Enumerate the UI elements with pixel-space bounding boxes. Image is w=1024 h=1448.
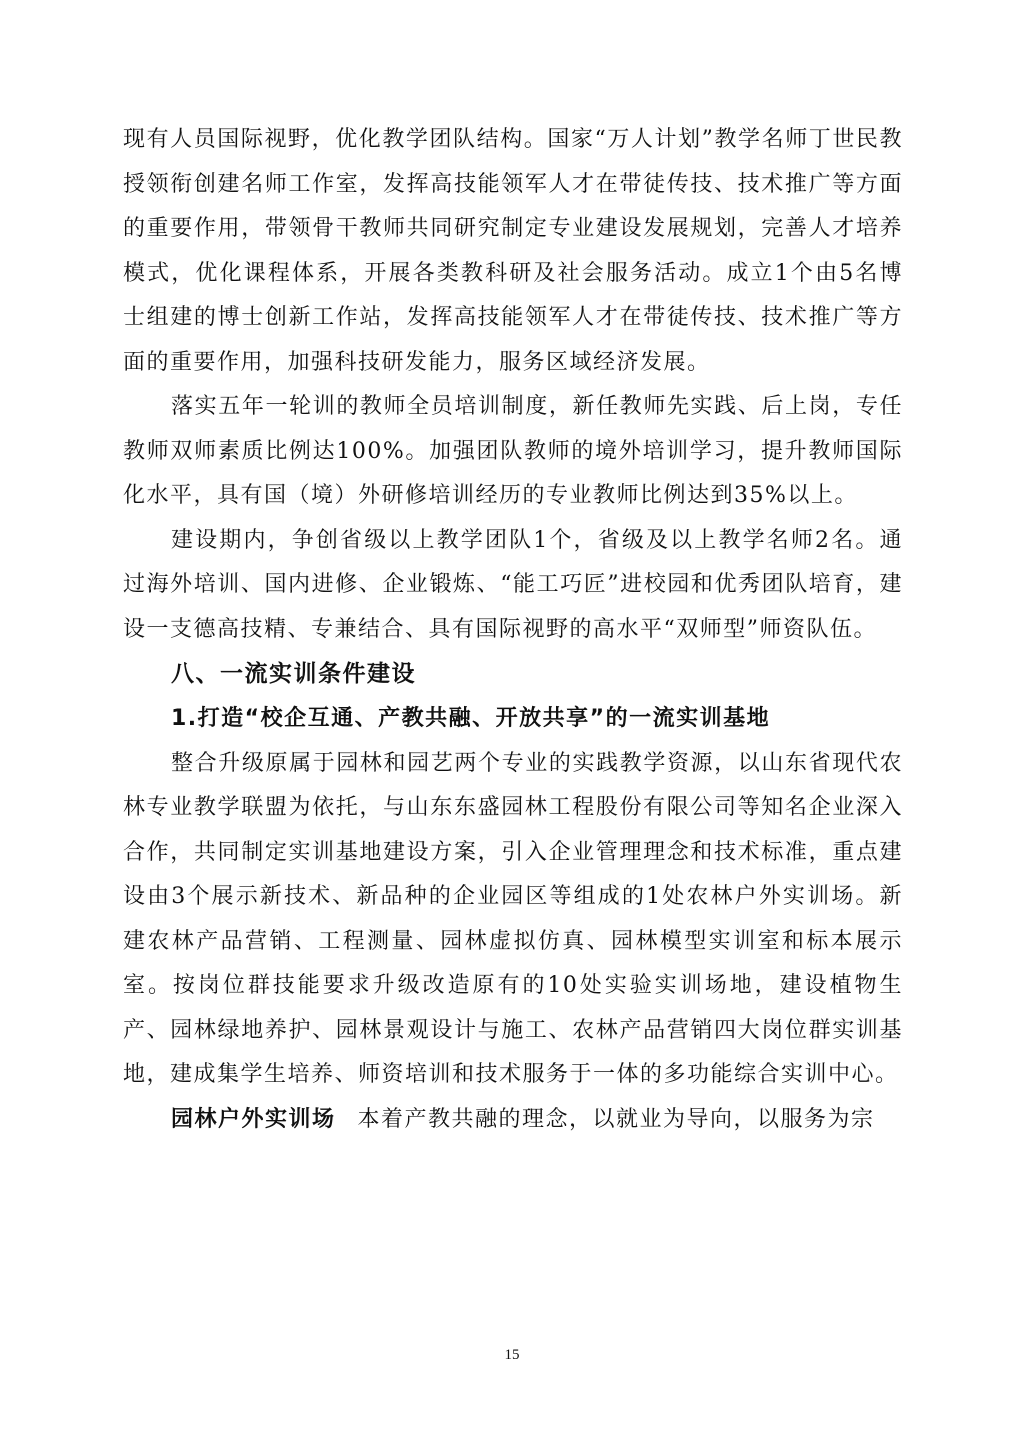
subsection-heading: 1.打造“校企互通、产教共融、开放共享”的一流实训基地 <box>171 706 771 731</box>
run-in-heading: 园林户外实训场 <box>171 1106 336 1132</box>
paragraph-teacher-training: 落实五年一轮训的教师全员培训制度，新任教师先实践、后上岗，专任教师双师素质比例达100%。加强团队教师的境外培训学习，提升教师国际化水平，具有国（境）外研修培训经历的专业教师比例达到35%以上。 <box>123 394 903 508</box>
paragraph-construction-period: 建设期内，争创省级以上教学团队1个，省级及以上教学名师2名。通过海外培训、国内进修、企业锻炼、“能工巧匠”进校园和优秀团队培育，建设一支德高技精、专兼结合、具有国际视野的高水平“双师型”师资队伍。 <box>123 527 903 642</box>
paragraph-training-base: 整合升级原属于园林和园艺两个专业的实践教学资源，以山东省现代农林专业教学联盟为依托，与山东东盛园林工程股份有限公司等知名企业深入合作，共同制定实训基地建设方案，引入企业管理理念和技术标准，重点建设由3个展示新技术、新品种的企业园区等组成的1处农林户外实训场。新建农林产品营销、工程测量、园林虚拟仿真、园林模型实训室和标本展示室。按岗位群技能要求升级改造原有的10处实验实训场地，建设植物生产、园林绿地养护、园林景观设计与施工、农林产品营销四大岗位群实训基地，建成集学生培养、师资培训和技术服务于一体的多功能综合实训中心。 <box>123 750 903 1087</box>
paragraph-outdoor-training <box>123 1098 903 1143</box>
paragraph-team-structure: 现有人员国际视野，优化教学团队结构。国家“万人计划”教学名师丁世民教授领衔创建名师工作室，发挥高技能领军人才在带徒传技、技术推广等方面的重要作用，带领骨干教师共同研究制定专业建设发展规划，完善人才培养模式，优化课程体系，开展各类教科研及社会服务活动。成立1个由5名博士组建的博士创新工作站，发挥高技能领军人才在带徒传技、技术推广等方面的重要作用，加强科技研发能力，服务区域经济发展。 <box>123 127 903 375</box>
page-content <box>123 118 903 1142</box>
page-number: 15 <box>504 1347 520 1363</box>
paragraph-outdoor-text: 本着产教共融的理念，以就业为导向，以服务为宗 <box>357 1106 875 1132</box>
section-heading: 八、一流实训条件建设 <box>171 661 416 687</box>
